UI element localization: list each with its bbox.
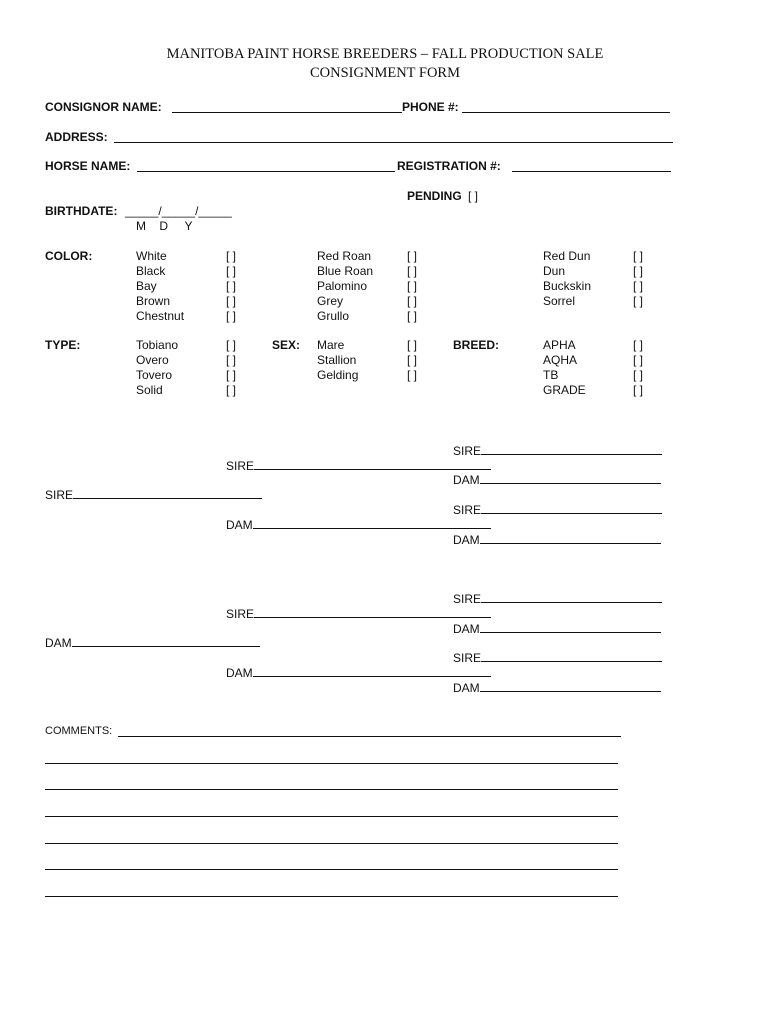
pedigree-field[interactable]: [481, 650, 662, 662]
option-label: White: [136, 249, 167, 263]
option-label: Bay: [136, 279, 157, 293]
pedigree-dam-dam: [226, 665, 491, 680]
comments-line[interactable]: [45, 789, 618, 790]
pedigree-field[interactable]: [480, 532, 661, 544]
option-label: Overo: [136, 353, 169, 367]
pedigree-label: DAM: [226, 666, 253, 680]
option-checkbox[interactable]: [ ]: [226, 309, 237, 323]
option-label: Buckskin: [543, 279, 592, 293]
pedigree-dam-sire: [226, 606, 491, 621]
pedigree-sire-sire-sire: [453, 443, 662, 458]
option-checkbox[interactable]: [ ]: [633, 368, 644, 382]
option-checkbox[interactable]: [ ]: [633, 249, 644, 263]
option-label: Blue Roan: [317, 264, 374, 278]
pedigree-label: SIRE: [453, 444, 482, 458]
option-checkbox[interactable]: [ ]: [633, 264, 644, 278]
sex-label: SEX:: [272, 338, 301, 352]
pedigree-field[interactable]: [253, 517, 491, 529]
option-label: Gelding: [317, 368, 359, 382]
option-checkbox[interactable]: [ ]: [407, 249, 418, 263]
option-label: Stallion: [317, 353, 357, 367]
pedigree-dam-dam-dam: [453, 680, 661, 695]
pedigree-field[interactable]: [481, 502, 662, 514]
pedigree-field[interactable]: [254, 458, 491, 470]
option-label: Tovero: [136, 368, 173, 382]
option-checkbox[interactable]: [ ]: [407, 309, 418, 323]
option-label: Brown: [136, 294, 171, 308]
horse-name-field[interactable]: [137, 171, 395, 172]
pedigree-field[interactable]: [481, 443, 662, 455]
birthdate-mdy-hint: M D Y: [136, 219, 193, 233]
pedigree-label: DAM: [453, 473, 480, 487]
pedigree-label: SIRE: [226, 459, 255, 473]
option-checkbox[interactable]: [ ]: [407, 353, 418, 367]
pedigree-sire: [45, 487, 262, 502]
option-label: GRADE: [543, 383, 586, 397]
option-checkbox[interactable]: [ ]: [226, 264, 237, 278]
option-checkbox[interactable]: [ ]: [633, 338, 644, 352]
address-label: ADDRESS:: [45, 130, 108, 144]
comments-line[interactable]: [45, 869, 618, 870]
option-checkbox[interactable]: [ ]: [226, 383, 237, 397]
option-label: APHA: [543, 338, 576, 352]
comments-line[interactable]: [45, 763, 618, 764]
option-label: Solid: [136, 383, 163, 397]
option-checkbox[interactable]: [ ]: [633, 294, 644, 308]
pending-label: PENDING: [407, 189, 462, 203]
color-label: COLOR:: [45, 249, 93, 263]
pedigree-label: DAM: [45, 636, 72, 650]
pedigree-label: DAM: [453, 681, 480, 695]
option-checkbox[interactable]: [ ]: [407, 338, 418, 352]
pedigree-dam-dam-sire: [453, 650, 662, 665]
birthdate-label: BIRTHDATE:: [45, 204, 118, 218]
option-label: Chestnut: [136, 309, 185, 323]
option-checkbox[interactable]: [ ]: [407, 279, 418, 293]
pedigree-sire-dam-sire: [453, 502, 662, 517]
address-field[interactable]: [114, 142, 673, 143]
pedigree-label: SIRE: [45, 488, 74, 502]
comments-line[interactable]: [45, 896, 618, 897]
pedigree-label: DAM: [453, 533, 480, 547]
option-label: Red Roan: [317, 249, 372, 263]
pedigree-label: SIRE: [226, 607, 255, 621]
pedigree-label: SIRE: [453, 592, 482, 606]
option-label: Palomino: [317, 279, 368, 293]
option-label: Sorrel: [543, 294, 576, 308]
pending-checkbox[interactable]: [ ]: [468, 189, 479, 203]
option-checkbox[interactable]: [ ]: [407, 264, 418, 278]
option-label: Black: [136, 264, 166, 278]
comments-label: COMMENTS:: [45, 725, 113, 737]
comments-line[interactable]: [45, 816, 618, 817]
birthdate-field[interactable]: _____/_____/_____: [125, 204, 232, 218]
option-checkbox[interactable]: [ ]: [226, 368, 237, 382]
pedigree-label: DAM: [226, 518, 253, 532]
form-title-line2: CONSIGNMENT FORM: [310, 65, 460, 81]
option-checkbox[interactable]: [ ]: [226, 353, 237, 367]
breed-label: BREED:: [453, 338, 500, 352]
type-label: TYPE:: [45, 338, 81, 352]
pedigree-field[interactable]: [480, 680, 661, 692]
pedigree-field[interactable]: [480, 621, 661, 633]
option-checkbox[interactable]: [ ]: [407, 368, 418, 382]
pedigree-field[interactable]: [480, 472, 661, 484]
pedigree-field[interactable]: [481, 591, 662, 603]
option-checkbox[interactable]: [ ]: [633, 383, 644, 397]
consignor-name-field[interactable]: [172, 112, 402, 113]
pedigree-sire-sire-dam: [453, 472, 661, 487]
option-checkbox[interactable]: [ ]: [226, 294, 237, 308]
option-label: Grey: [317, 294, 344, 308]
pedigree-field[interactable]: [73, 487, 262, 499]
pedigree-dam-sire-sire: [453, 591, 662, 606]
pedigree-label: SIRE: [453, 651, 482, 665]
option-checkbox[interactable]: [ ]: [633, 353, 644, 367]
registration-label: REGISTRATION #:: [397, 159, 501, 173]
option-label: AQHA: [543, 353, 578, 367]
pedigree-field[interactable]: [254, 606, 491, 618]
registration-field[interactable]: [512, 171, 671, 172]
option-checkbox[interactable]: [ ]: [407, 294, 418, 308]
comments-line[interactable]: [45, 843, 618, 844]
comments-line[interactable]: [118, 736, 621, 737]
consignor-name-label: CONSIGNOR NAME:: [45, 100, 162, 114]
horse-name-label: HORSE NAME:: [45, 159, 131, 173]
pedigree-field[interactable]: [72, 635, 260, 647]
option-label: Red Dun: [543, 249, 591, 263]
pedigree-field[interactable]: [253, 665, 491, 677]
pedigree-sire-dam-dam: [453, 532, 661, 547]
form-title-line1: MANITOBA PAINT HORSE BREEDERS – FALL PRODUCTION SALE: [166, 46, 604, 62]
pedigree-sire-sire: [226, 458, 491, 473]
pedigree-dam-sire-dam: [453, 621, 661, 636]
pedigree-label: SIRE: [453, 503, 482, 517]
pedigree-label: DAM: [453, 622, 480, 636]
option-label: Mare: [317, 338, 345, 352]
option-label: Grullo: [317, 309, 350, 323]
option-checkbox[interactable]: [ ]: [226, 338, 237, 352]
phone-field[interactable]: [462, 112, 670, 113]
option-label: Tobiano: [136, 338, 179, 352]
option-label: TB: [543, 368, 559, 382]
pedigree-sire-dam: [226, 517, 491, 532]
option-checkbox[interactable]: [ ]: [226, 279, 237, 293]
option-checkbox[interactable]: [ ]: [633, 279, 644, 293]
option-label: Dun: [543, 264, 566, 278]
pedigree-dam: [45, 635, 260, 650]
option-checkbox[interactable]: [ ]: [226, 249, 237, 263]
phone-label: PHONE #:: [402, 100, 459, 114]
